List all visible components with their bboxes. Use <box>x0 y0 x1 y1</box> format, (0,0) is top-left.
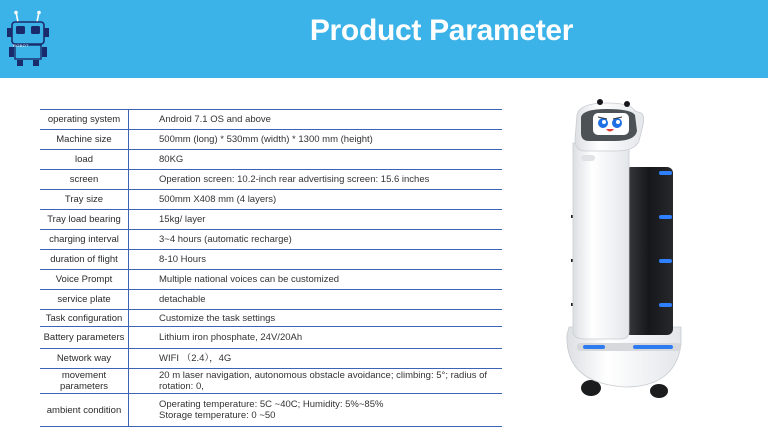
parameter-table <box>40 109 502 427</box>
param-value: Android 7.1 OS and above <box>159 114 271 125</box>
param-value: Operation screen: 10.2-inch rear advertising screen: 15.6 inches <box>159 174 430 185</box>
table-row <box>40 170 502 190</box>
param-label: Tray load bearing <box>40 210 129 230</box>
delivery-robot-image <box>555 95 700 405</box>
param-label: Battery parameters <box>40 327 129 349</box>
param-label: charging interval <box>40 230 129 250</box>
param-label: Tray size <box>40 190 129 210</box>
param-label: movement parameters <box>40 369 129 394</box>
param-label: service plate <box>40 290 129 310</box>
param-label: screen <box>40 170 129 190</box>
param-label: Machine size <box>40 130 129 150</box>
param-value: Lithium iron phosphate, 24V/20Ah <box>159 332 303 343</box>
table-row <box>40 270 502 290</box>
param-label: operating system <box>40 110 129 130</box>
param-value: Customize the task settings <box>159 312 276 324</box>
param-value: 3~4 hours (automatic recharge) <box>159 234 292 245</box>
page-title: Product Parameter <box>309 14 574 47</box>
param-label: ambient condition <box>40 394 129 427</box>
table-row <box>40 130 502 150</box>
logo-text: ROBOT <box>13 43 29 48</box>
param-value: 15kg/ layer <box>159 214 206 225</box>
table-row <box>40 369 502 394</box>
param-label: Task configuration <box>40 310 129 327</box>
table-row <box>40 394 502 427</box>
param-label: Network way <box>40 349 129 369</box>
param-value: detachable <box>159 294 206 305</box>
param-value: 80KG <box>159 154 184 165</box>
param-value: Multiple national voices can be customized <box>159 274 340 285</box>
table-row <box>40 290 502 310</box>
param-value: WIFI （2.4），4G <box>159 353 232 364</box>
table-row <box>40 150 502 170</box>
param-value: 20 m laser navigation, autonomous obstacle avoidance; climbing: 5°; radius of rotation: 0, <box>159 370 488 392</box>
header-bar <box>0 0 768 78</box>
param-label: duration of flight <box>40 250 129 270</box>
table-row <box>40 190 502 210</box>
table-row <box>40 210 502 230</box>
table-row <box>40 230 502 250</box>
param-value: 8-10 Hours <box>159 254 206 265</box>
param-label: load <box>40 150 129 170</box>
param-label: Voice Prompt <box>40 270 129 290</box>
table-row <box>40 310 502 327</box>
table-row <box>40 110 502 130</box>
param-value: 500mm (long) * 530mm (width) * 1300 mm (height) <box>159 134 373 145</box>
table-row <box>40 250 502 270</box>
param-value: Operating temperature: 5C ~40C; Humidity: 5%~85% Storage temperature: 0 ~50 <box>159 399 384 421</box>
table-row <box>40 327 502 349</box>
param-value: 500mm X408 mm (4 layers) <box>159 194 277 205</box>
table-row <box>40 349 502 369</box>
